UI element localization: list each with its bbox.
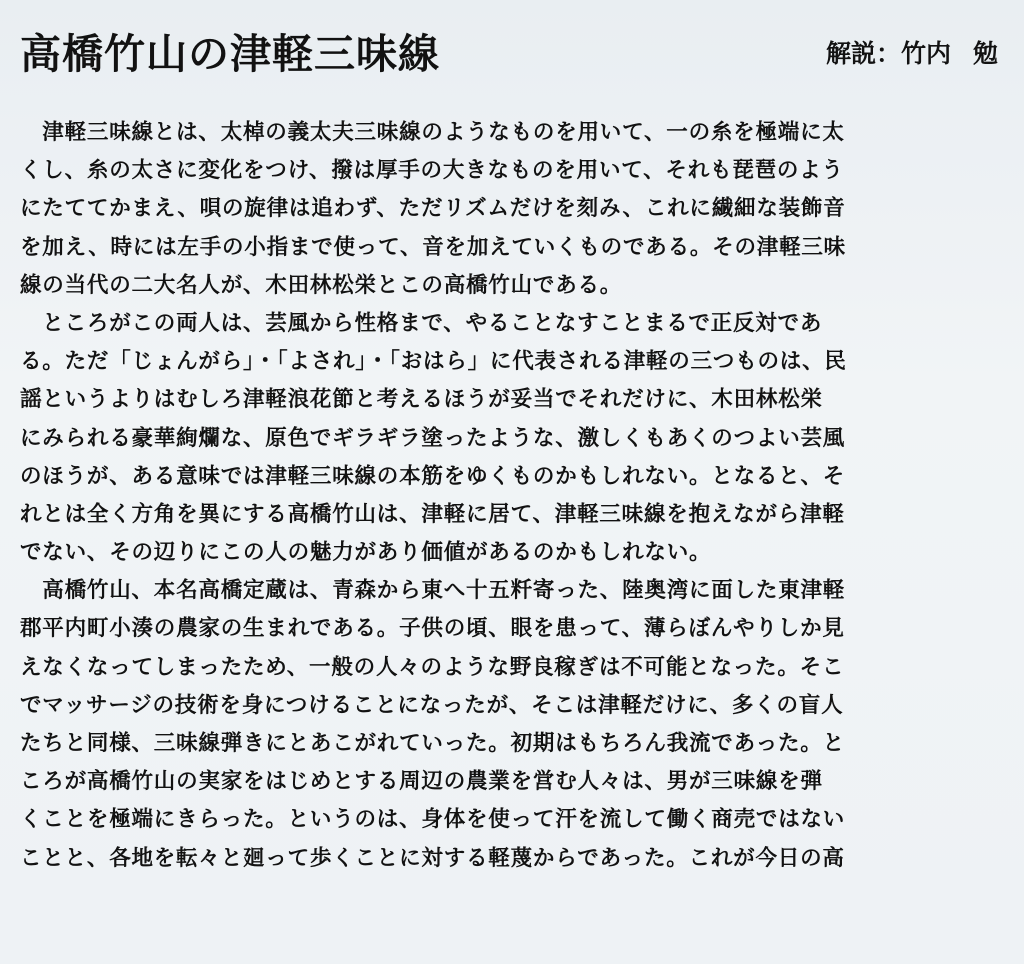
text-line: を加え、時には左手の小指まで使って、音を加えていくものである。その津軽三味 bbox=[20, 234, 846, 260]
text-line: る。ただ「じょんがら」・「よされ」・「おはら」に代表される津軽の三つものは、民 bbox=[20, 349, 847, 375]
text-line: 津軽三味線とは、太棹の義太夫三味線のようなものを用いて、一の糸を極端に太 bbox=[20, 120, 845, 145]
article-body bbox=[20, 114, 1006, 878]
text-line: でマッサージの技術を身につけることになったが、そこは津軽だけに、多くの盲人 bbox=[20, 692, 844, 718]
text-line: くし、糸の太さに変化をつけ、撥は厚手の大きなものを用いて、それも琵琶のよう bbox=[20, 158, 844, 184]
text-line: えなくなってしまったため、一般の人々のような野良稼ぎは不可能となった。そこ bbox=[20, 654, 845, 680]
text-line: くことを極端にきらった。というのは、身体を使って汗を流して働く商売ではない bbox=[20, 807, 846, 833]
text-line: 謡というよりはむしろ津軽浪花節と考えるほうが妥当でそれだけに、木田林松栄 bbox=[20, 387, 823, 413]
text-line: 高橋竹山、本名高橋定蔵は、青森から東へ十五粁寄った、陸奥湾に面した東津軽 bbox=[20, 578, 846, 604]
text-line: 線の当代の二大名人が、木田林松栄とこの高橋竹山である。 bbox=[20, 272, 623, 298]
text-line: ことと、各地を転々と廻って歩くことに対する軽蔑からであった。これが今日の高 bbox=[20, 845, 845, 871]
text-line: にたててかまえ、唄の旋律は追わず、ただリズムだけを刻み、これに繊細な装飾音 bbox=[20, 196, 846, 222]
byline bbox=[826, 34, 998, 74]
text-line: れとは全く方角を異にする高橋竹山は、津軽に居て、津軽三味線を抱えながら津軽 bbox=[20, 501, 845, 527]
author-given-name: 勉 bbox=[972, 39, 998, 68]
text-line: のほうが、ある意味では津軽三味線の本筋をゆくものかもしれない。となると、そ bbox=[20, 463, 846, 489]
text-line: でない、その辺りにこの人の魅力があり価値があるのかもしれない。 bbox=[20, 540, 712, 566]
article-title: 高橋竹山の津軽三味線 bbox=[20, 30, 440, 78]
text-line: ところがこの両人は、芸風から性格まで、やることなすことまるで正反対であ bbox=[20, 310, 823, 336]
text-line: ころが高橋竹山の実家をはじめとする周辺の農業を営む人々は、男が三味線を弾 bbox=[20, 769, 823, 795]
text-line: にみられる豪華絢爛な、原色でギラギラ塗ったような、激しくもあくのつよい芸風 bbox=[20, 425, 846, 451]
text-line: 郡平内町小湊の農家の生まれである。子供の頃、眼を患って、薄らぼんやりしか見 bbox=[20, 616, 845, 642]
byline-label: 解説：竹内 bbox=[825, 39, 951, 68]
text-line: たちと同様、三味線弾きにとあこがれていった。初期はもちろん我流であった。と bbox=[20, 731, 845, 756]
